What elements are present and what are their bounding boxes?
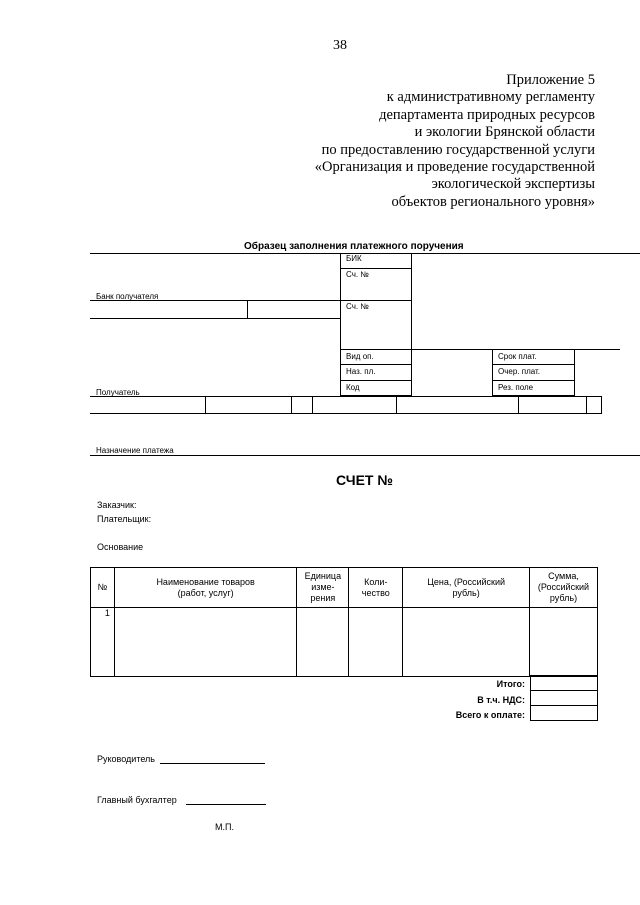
form-line — [90, 413, 602, 414]
payment-order-title: Образец заполнения платежного поручения — [244, 241, 464, 252]
bik-label: БИК — [346, 254, 362, 263]
column-header-sum: Сумма, (Российский рубль) — [530, 568, 598, 608]
appendix-line: по предоставлению государственной услуги — [321, 141, 595, 158]
form-line — [530, 705, 598, 706]
column-header-name: Наименование товаров (работ, услуг) — [114, 568, 297, 608]
row-unit — [297, 608, 349, 677]
payment-term-label: Срок плат. — [498, 352, 537, 361]
row-sum — [530, 608, 598, 677]
total-label: Итого: — [496, 679, 525, 689]
form-line — [340, 349, 620, 350]
purpose-code-label: Наз. пл. — [346, 367, 376, 376]
op-type-label: Вид оп. — [346, 352, 374, 361]
chief-accountant-signature-label: Главный бухгалтер — [97, 795, 177, 805]
payer-label: Плательщик: — [97, 514, 152, 524]
form-line — [530, 690, 598, 691]
column-header-price: Цена, (Российский рубль) — [403, 568, 530, 608]
payment-purpose-label: Назначение платежа — [96, 446, 174, 455]
appendix-line: «Организация и проведение государственной — [314, 159, 595, 176]
form-line — [601, 396, 602, 413]
customer-label: Заказчик: — [97, 500, 137, 510]
appendix-line: Приложение 5 — [506, 72, 595, 88]
appendix-line: к административному регламенту — [386, 89, 595, 106]
basis-label: Основание — [97, 542, 144, 552]
column-header-number: № — [91, 568, 115, 608]
form-line — [312, 396, 313, 413]
column-header-unit: Единица изме-рения — [297, 568, 349, 608]
form-line — [291, 396, 292, 413]
form-line — [518, 396, 519, 413]
account-label: Сч. № — [346, 270, 369, 279]
totals-box — [530, 675, 598, 721]
appendix-line: департамента природных ресурсов — [379, 106, 595, 123]
form-line — [90, 396, 602, 397]
appendix-line: экологической экспертизы — [431, 176, 595, 193]
form-line — [340, 268, 411, 269]
form-line — [492, 364, 575, 365]
recipient-bank-label: Банк получателя — [96, 292, 159, 301]
recipient-label: Получатель — [96, 388, 140, 397]
form-line — [247, 300, 248, 318]
stamp-label: М.П. — [215, 822, 234, 832]
form-line — [492, 380, 575, 381]
form-line — [90, 300, 411, 301]
form-line — [90, 318, 340, 319]
row-quantity — [349, 608, 403, 677]
appendix-line: и экологии Брянской области — [414, 124, 595, 141]
column-header-quantity: Коли-чество — [349, 568, 403, 608]
payment-order-priority-label: Очер. плат. — [498, 367, 541, 376]
table-row — [91, 608, 598, 677]
form-line — [586, 396, 587, 413]
code-label: Код — [346, 383, 360, 392]
invoice-items-table — [90, 567, 598, 677]
page-number: 38 — [333, 38, 347, 53]
row-price — [403, 608, 530, 677]
form-line — [205, 396, 206, 413]
invoice-title: СЧЕТ № — [336, 472, 393, 488]
row-number: 1 — [91, 608, 115, 677]
vat-label: В т.ч. НДС: — [477, 695, 525, 705]
form-line — [396, 396, 397, 413]
account-label: Сч. № — [346, 302, 369, 311]
form-line — [340, 380, 411, 381]
appendix-header — [315, 72, 595, 211]
table-header-row — [91, 568, 598, 608]
appendix-line: объектов регионального уровня» — [391, 193, 595, 210]
row-name — [114, 608, 297, 677]
grand-total-label: Всего к оплате: — [455, 710, 525, 720]
signature-line — [186, 804, 266, 805]
reserve-field-label: Рез. поле — [498, 383, 534, 392]
head-signature-label: Руководитель — [97, 754, 155, 764]
form-line — [90, 253, 640, 254]
signature-line — [160, 763, 265, 764]
form-line — [90, 455, 640, 456]
